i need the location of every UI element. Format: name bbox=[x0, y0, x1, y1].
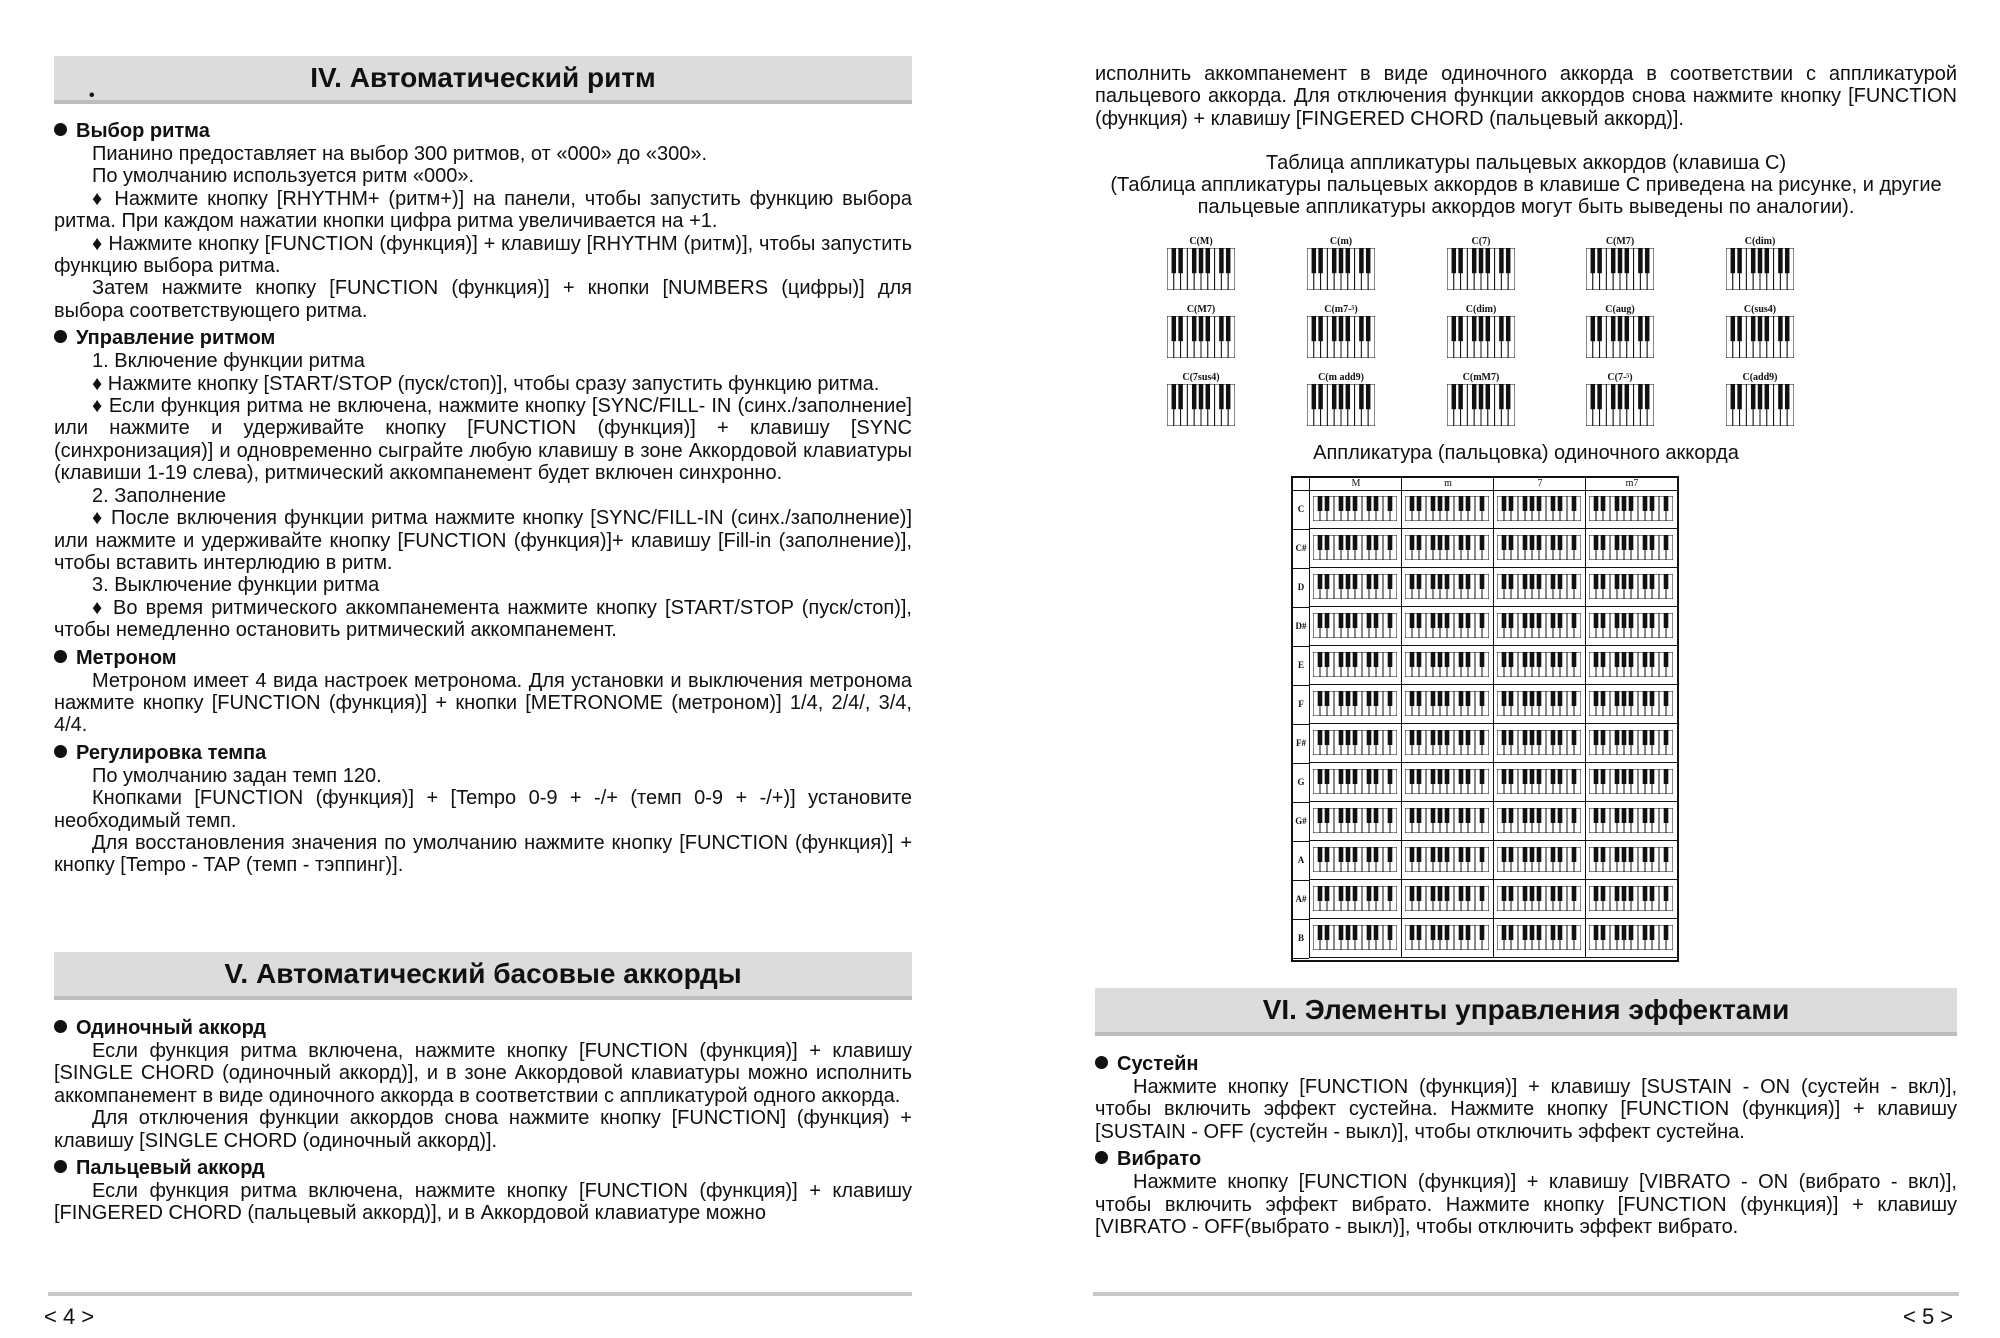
grid-cell bbox=[1309, 919, 1401, 958]
paragraph: По умолчанию задан темп 120. bbox=[92, 764, 382, 787]
keyboard-icon bbox=[1497, 691, 1581, 716]
paragraph: ♦ После включения функции ритма нажмите кнопку [SYNC/FILL-IN (синх./заполнение)] или нажмите и удерживайте кнопку [FUNCTION (функция)]+ клавишу [Fill-in (заполнение)], чтобы вставить интерлюдию в ритм. bbox=[54, 507, 912, 574]
grid-cell bbox=[1493, 490, 1585, 529]
chord-label: C(dim) bbox=[1744, 236, 1776, 247]
grid-cell bbox=[1309, 568, 1401, 607]
grid-cell bbox=[1401, 607, 1493, 646]
grid-row-label: C# bbox=[1293, 529, 1309, 569]
chord-diagram bbox=[1307, 304, 1375, 360]
grid-cell bbox=[1401, 919, 1493, 958]
bullet-icon bbox=[54, 1020, 67, 1033]
chord-diagram bbox=[1307, 372, 1375, 428]
fingering-table-title: Таблица аппликатуры пальцевых аккордов (клавиша С) bbox=[1265, 152, 1787, 174]
grid-cell bbox=[1585, 568, 1677, 607]
grid-cell bbox=[1585, 919, 1677, 958]
grid-row-label: A bbox=[1293, 841, 1309, 881]
paragraph: ♦ Во время ритмического аккомпанемента нажмите кнопку [START/STOP (пуск/стоп)], чтобы немедленно остановить ритмический аккомпанемент. bbox=[54, 596, 912, 642]
chord-label: C(m add9) bbox=[1318, 372, 1364, 383]
grid-cell bbox=[1401, 880, 1493, 919]
keyboard-icon bbox=[1589, 925, 1673, 950]
grid-cell bbox=[1585, 490, 1677, 529]
keyboard-icon bbox=[1589, 574, 1673, 599]
chord-diagram bbox=[1726, 236, 1794, 292]
bullet-icon bbox=[1095, 1056, 1108, 1069]
keyboard-icon bbox=[1313, 886, 1397, 911]
paragraph: Затем нажмите кнопку [FUNCTION (функция)] + кнопки [NUMBERS (цифры)] для выбора соответствующего ритма. bbox=[54, 277, 912, 322]
chord-diagram bbox=[1447, 304, 1515, 360]
chord-diagram bbox=[1447, 236, 1515, 292]
paragraph: По умолчанию используется ритм «000». bbox=[92, 165, 475, 188]
grid-row-label: D bbox=[1293, 568, 1309, 608]
keyboard-icon bbox=[1405, 808, 1489, 833]
grid-cell bbox=[1401, 646, 1493, 685]
chord-label: C(dim) bbox=[1465, 304, 1497, 315]
keyboard-icon bbox=[1447, 248, 1515, 290]
keyboard-icon bbox=[1497, 808, 1581, 833]
keyboard-icon bbox=[1307, 316, 1375, 358]
grid-cell bbox=[1493, 763, 1585, 802]
chord-label: C(7) bbox=[1471, 236, 1491, 247]
grid-column-label: 7 bbox=[1493, 478, 1586, 490]
chord-label: C(M7) bbox=[1186, 304, 1216, 315]
chord-diagram bbox=[1447, 372, 1515, 428]
grid-cell bbox=[1309, 529, 1401, 568]
paragraph: ♦ Нажмите кнопку [RHYTHM+ (ритм+)] на панели, чтобы запустить функцию выбора ритма. При каждом нажатии кнопки цифра ритма увеличивается на +1. bbox=[54, 187, 912, 233]
grid-cell bbox=[1493, 568, 1585, 607]
footer-rule-left bbox=[48, 1292, 912, 1296]
chord-label: C(7-⁵) bbox=[1607, 372, 1633, 383]
keyboard-icon bbox=[1405, 535, 1489, 560]
fingering-table-note: (Таблица аппликатуры пальцевых аккордов в клавише С приведена на рисунке, и другие пальцевые аппликатуры аккордов могут быть выведены по аналогии). bbox=[1110, 174, 1942, 219]
grid-cell bbox=[1309, 841, 1401, 880]
keyboard-icon bbox=[1589, 808, 1673, 833]
keyboard-icon bbox=[1405, 769, 1489, 794]
grid-cell bbox=[1401, 724, 1493, 763]
grid-cell bbox=[1585, 529, 1677, 568]
keyboard-icon bbox=[1405, 613, 1489, 638]
keyboard-icon bbox=[1405, 691, 1489, 716]
chord-diagram bbox=[1167, 304, 1235, 360]
paragraph: ♦ Нажмите кнопку [FUNCTION (функция)] + клавишу [RHYTHM (ритм)], чтобы запустить функцию выбора ритма. bbox=[54, 232, 912, 278]
keyboard-icon bbox=[1497, 574, 1581, 599]
paragraph: Кнопками [FUNCTION (функция)] + [Tempo 0-9 + -/+ (темп 0-9 + -/+)] установите необходимый темп. bbox=[54, 787, 912, 832]
grid-row-label: E bbox=[1293, 646, 1309, 686]
grid-cell bbox=[1309, 685, 1401, 724]
grid-cell bbox=[1401, 568, 1493, 607]
keyboard-icon bbox=[1589, 652, 1673, 677]
keyboard-icon bbox=[1313, 613, 1397, 638]
keyboard-icon bbox=[1497, 496, 1581, 521]
paragraph: Метроном имеет 4 вида настроек метронома. Для установки и выключения метронома нажмите кнопку [FUNCTION (функция)] + кнопки [METRONOME (метроном)] 1/4, 2/4/, 3/4, 4/4. bbox=[54, 669, 912, 737]
keyboard-icon bbox=[1405, 496, 1489, 521]
keyboard-icon bbox=[1313, 691, 1397, 716]
grid-cell bbox=[1309, 646, 1401, 685]
grid-cell bbox=[1401, 802, 1493, 841]
stray-bullet: • bbox=[89, 87, 95, 104]
grid-cell bbox=[1493, 802, 1585, 841]
paragraph: 2. Заполнение bbox=[92, 484, 227, 507]
bullet-icon bbox=[54, 330, 67, 343]
paragraph: 1. Включение функции ритма bbox=[92, 350, 365, 373]
chord-label: C(mM7) bbox=[1462, 372, 1500, 383]
bullet-icon bbox=[54, 123, 67, 136]
keyboard-icon bbox=[1589, 730, 1673, 755]
bullet-icon bbox=[1095, 1151, 1108, 1164]
keyboard-icon bbox=[1497, 652, 1581, 677]
paragraph: ♦ Если функция ритма не включена, нажмите кнопку [SYNC/FILL- IN (синх./заполнение] или нажмите и удерживайте кнопку [FUNCTION (функция)] + клавишу [SYNC (синхронизация)] и одновременно сыграйте любую клавишу в зоне Аккордовой клавиатуры (клавиши 1-19 слева), ритмический аккомпанемент будет включен синхронно. bbox=[54, 395, 912, 485]
single-chord-fingering-grid bbox=[1291, 476, 1679, 962]
keyboard-icon bbox=[1497, 730, 1581, 755]
page-number-right: < 5 > bbox=[1903, 1304, 1954, 1329]
grid-cell bbox=[1585, 646, 1677, 685]
chord-diagram bbox=[1586, 372, 1654, 428]
keyboard-icon bbox=[1307, 384, 1375, 426]
keyboard-icon bbox=[1497, 535, 1581, 560]
heading-vibrato: Вибрато bbox=[1095, 1147, 1957, 1171]
grid-cell bbox=[1401, 841, 1493, 880]
grid-cell bbox=[1585, 802, 1677, 841]
keyboard-icon bbox=[1167, 248, 1235, 290]
keyboard-icon bbox=[1726, 316, 1794, 358]
keyboard-icon bbox=[1586, 248, 1654, 290]
keyboard-icon bbox=[1313, 847, 1397, 872]
chord-label: C(M7) bbox=[1605, 236, 1635, 247]
grid-cell bbox=[1585, 880, 1677, 919]
grid-column-label: m7 bbox=[1585, 478, 1678, 490]
keyboard-icon bbox=[1589, 769, 1673, 794]
grid-cell bbox=[1493, 841, 1585, 880]
section-6-title: VI. Элементы управления эффектами bbox=[1095, 988, 1957, 1036]
grid-row-label: C bbox=[1293, 490, 1309, 530]
grid-cell bbox=[1401, 529, 1493, 568]
grid-row-label: G# bbox=[1293, 802, 1309, 842]
keyboard-icon bbox=[1497, 613, 1581, 638]
chord-diagram bbox=[1167, 372, 1235, 428]
chord-diagram bbox=[1307, 236, 1375, 292]
keyboard-icon bbox=[1589, 886, 1673, 911]
grid-cell bbox=[1585, 763, 1677, 802]
chord-diagrams bbox=[1095, 236, 1957, 428]
heading-fingered-chord: Пальцевый аккорд bbox=[54, 1156, 912, 1180]
keyboard-icon bbox=[1586, 384, 1654, 426]
heading-metronome: Метроном bbox=[54, 646, 912, 670]
paragraph: Если функция ритма включена, нажмите кнопку [FUNCTION (функция)] + клавишу [FINGERED CHORD (пальцевый аккорд)], и в Аккордовой клавиатуре можно bbox=[54, 1180, 912, 1225]
keyboard-icon bbox=[1497, 847, 1581, 872]
heading-tempo: Регулировка темпа bbox=[54, 741, 912, 765]
heading-sustain: Сустейн bbox=[1095, 1052, 1957, 1076]
keyboard-icon bbox=[1589, 496, 1673, 521]
grid-cell bbox=[1401, 763, 1493, 802]
keyboard-icon bbox=[1405, 847, 1489, 872]
grid-cell bbox=[1493, 646, 1585, 685]
paragraph: Нажмите кнопку [FUNCTION (функция)] + клавишу [VIBRATO - ON (вибрато - вкл)], чтобы включить эффект вибрато. Нажмите кнопку [FUNCTION (функция)] + клавишу [VIBRATO - OFF(выбрато - выкл)], чтобы отключить эффект вибрато. bbox=[1095, 1171, 1957, 1239]
grid-cell bbox=[1493, 685, 1585, 724]
chord-label: C(add9) bbox=[1742, 372, 1778, 383]
grid-cell bbox=[1493, 724, 1585, 763]
chord-label: C(aug) bbox=[1605, 304, 1635, 315]
grid-cell bbox=[1585, 607, 1677, 646]
keyboard-icon bbox=[1497, 925, 1581, 950]
paragraph: Для восстановления значения по умолчанию нажмите кнопку [FUNCTION (функция)] + кнопку [Tempo - TAP (темп - тэппинг)]. bbox=[54, 831, 912, 877]
section-4-title: IV. Автоматический ритм bbox=[54, 56, 912, 104]
grid-cell bbox=[1309, 607, 1401, 646]
keyboard-icon bbox=[1313, 496, 1397, 521]
chord-diagram bbox=[1586, 236, 1654, 292]
grid-row-label: F# bbox=[1293, 724, 1309, 764]
bullet-icon bbox=[54, 745, 67, 758]
grid-cell bbox=[1585, 841, 1677, 880]
paragraph: Если функция ритма включена, нажмите кнопку [FUNCTION (функция)] + клавишу [SINGLE CHORD (одиночный аккорд)], и в зоне Аккордовой клавиатуры можно исполнить аккомпанемент в виде одиночного аккорда в соответствии с аппликатурой одного аккорда. bbox=[54, 1040, 912, 1107]
chord-label: C(7sus4) bbox=[1182, 372, 1220, 383]
keyboard-icon bbox=[1447, 384, 1515, 426]
grid-row-label: G bbox=[1293, 763, 1309, 803]
keyboard-icon bbox=[1589, 613, 1673, 638]
grid-column-label: M bbox=[1309, 478, 1402, 490]
grid-cell bbox=[1585, 685, 1677, 724]
grid-row-label: A# bbox=[1293, 880, 1309, 920]
paragraph: Для отключения функции аккордов снова нажмите кнопку [FUNCTION] (функция) + клавишу [SINGLE CHORD (одиночный аккорд)]. bbox=[54, 1107, 912, 1152]
grid-cell bbox=[1309, 724, 1401, 763]
keyboard-icon bbox=[1313, 925, 1397, 950]
bullet-icon bbox=[54, 650, 67, 663]
grid-row-label: D# bbox=[1293, 607, 1309, 647]
keyboard-icon bbox=[1313, 769, 1397, 794]
grid-cell bbox=[1309, 880, 1401, 919]
keyboard-icon bbox=[1313, 535, 1397, 560]
heading-rhythm-select: Выбор ритма bbox=[54, 119, 912, 143]
grid-cell bbox=[1493, 880, 1585, 919]
keyboard-icon bbox=[1167, 384, 1235, 426]
keyboard-icon bbox=[1405, 886, 1489, 911]
keyboard-icon bbox=[1726, 384, 1794, 426]
chord-label: C(M) bbox=[1189, 236, 1213, 247]
keyboard-icon bbox=[1586, 316, 1654, 358]
grid-cell bbox=[1309, 763, 1401, 802]
paragraph: Пианино предоставляет на выбор 300 ритмов, от «000» до «300». bbox=[92, 143, 708, 165]
grid-row-label: F bbox=[1293, 685, 1309, 725]
single-fingering-title: Аппликатура (пальцовка) одиночного аккорда bbox=[1313, 442, 1739, 464]
footer-rule-right bbox=[1093, 1292, 1959, 1296]
keyboard-icon bbox=[1726, 248, 1794, 290]
chord-diagram bbox=[1586, 304, 1654, 360]
keyboard-icon bbox=[1589, 691, 1673, 716]
keyboard-icon bbox=[1405, 925, 1489, 950]
keyboard-icon bbox=[1313, 808, 1397, 833]
keyboard-icon bbox=[1167, 316, 1235, 358]
section-6-body bbox=[1095, 1052, 1957, 1238]
paragraph: ♦ Нажмите кнопку [START/STOP (пуск/стоп)], чтобы сразу запустить функцию ритма. bbox=[92, 372, 880, 395]
chord-label: C(sus4) bbox=[1743, 304, 1777, 315]
section-5-body bbox=[54, 1016, 912, 1225]
keyboard-icon bbox=[1307, 248, 1375, 290]
keyboard-icon bbox=[1405, 652, 1489, 677]
grid-cell bbox=[1493, 529, 1585, 568]
keyboard-icon bbox=[1405, 730, 1489, 755]
grid-cell bbox=[1585, 724, 1677, 763]
chord-diagram bbox=[1726, 372, 1794, 428]
chord-diagram bbox=[1167, 236, 1235, 292]
grid-cell bbox=[1309, 490, 1401, 529]
keyboard-icon bbox=[1497, 769, 1581, 794]
grid-cell bbox=[1309, 802, 1401, 841]
heading-rhythm-control: Управление ритмом bbox=[54, 326, 912, 350]
grid-row-label: B bbox=[1293, 919, 1309, 959]
keyboard-icon bbox=[1313, 652, 1397, 677]
chord-label: C(m) bbox=[1329, 236, 1353, 247]
keyboard-icon bbox=[1589, 847, 1673, 872]
bullet-icon bbox=[54, 1160, 67, 1173]
grid-cell bbox=[1401, 685, 1493, 724]
grid-column-label: m bbox=[1401, 478, 1494, 490]
keyboard-icon bbox=[1313, 574, 1397, 599]
page-number-left: < 4 > bbox=[44, 1304, 95, 1329]
paragraph: 3. Выключение функции ритма bbox=[92, 574, 380, 597]
heading-single-chord: Одиночный аккорд bbox=[54, 1016, 912, 1040]
section-4-body bbox=[54, 119, 912, 877]
chord-label: C(m7-⁵) bbox=[1324, 304, 1358, 315]
grid-cell bbox=[1493, 607, 1585, 646]
keyboard-icon bbox=[1497, 886, 1581, 911]
keyboard-icon bbox=[1589, 535, 1673, 560]
section-5-title: V. Автоматический басовые аккорды bbox=[54, 952, 912, 1000]
grid-cell bbox=[1493, 919, 1585, 958]
keyboard-icon bbox=[1313, 730, 1397, 755]
paragraph: Нажмите кнопку [FUNCTION (функция)] + клавишу [SUSTAIN - ON (сустейн - вкл)], чтобы включить эффект сустейна. Нажмите кнопку [FUNCTION (функция)] + клавишу [SUSTAIN - OFF (сустейн - выкл)], чтобы отключить эффект сустейна. bbox=[1095, 1076, 1957, 1143]
chord-diagram bbox=[1726, 304, 1794, 360]
keyboard-icon bbox=[1405, 574, 1489, 599]
continued-paragraph: исполнить аккомпанемент в виде одиночного аккорда в соответствии с аппликатурой пальцевого аккорда. Для отключения функции аккордов снова нажмите кнопку [FUNCTION (функция) + клавишу [FINGERED CHORD (пальцевый аккорд)]. bbox=[1095, 63, 1957, 130]
keyboard-icon bbox=[1447, 316, 1515, 358]
grid-cell bbox=[1401, 490, 1493, 529]
